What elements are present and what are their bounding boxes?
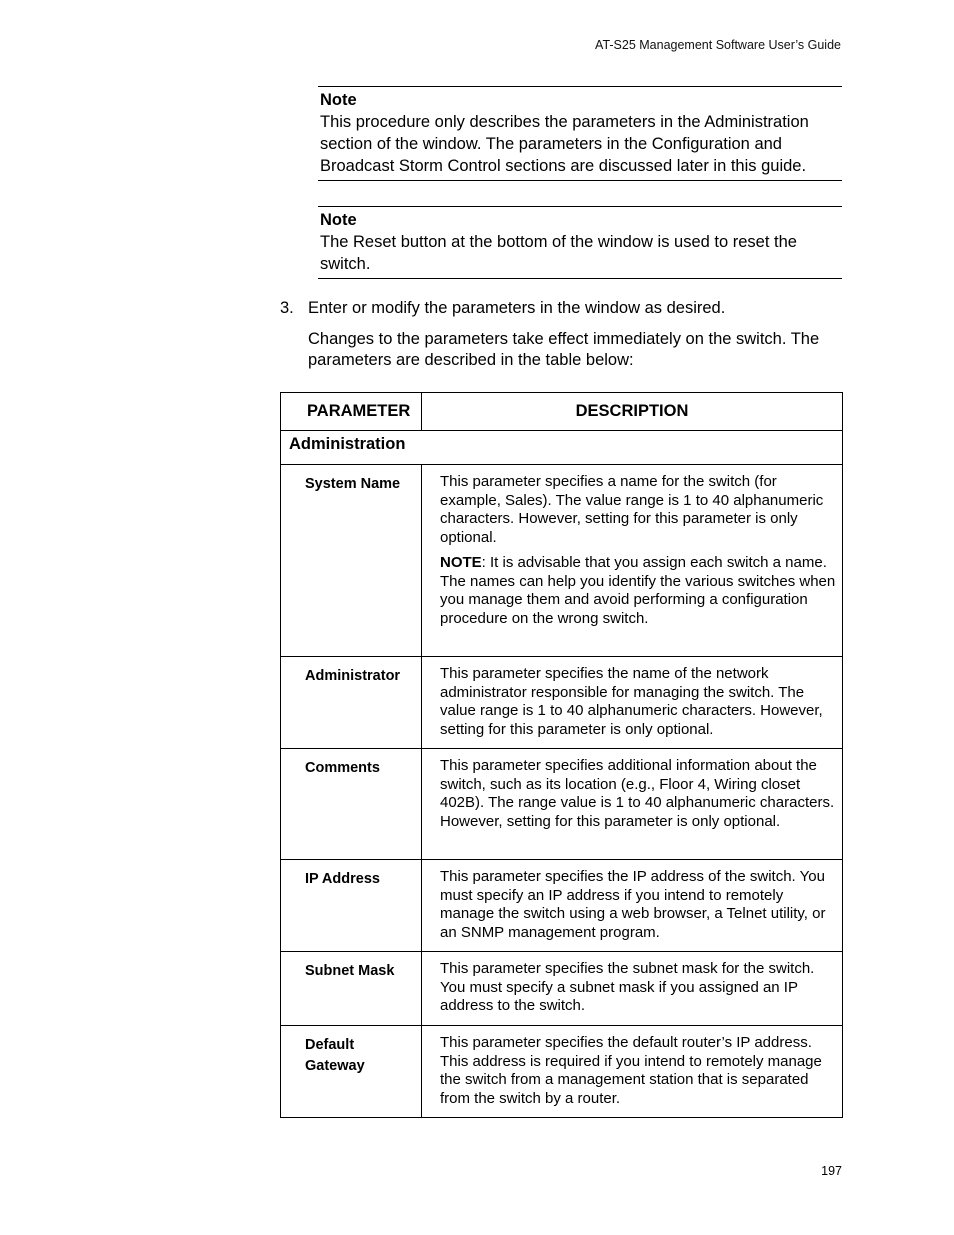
step-paragraph: Changes to the parameters take effect immediately on the switch. The parameters are described in the table below: bbox=[308, 330, 820, 369]
param-description: This parameter specifies the IP address of the switch. You must specify an IP address if you intend to remotely manage the switch using a web browser, a Telnet utility, or an SNMP management program. bbox=[422, 860, 843, 952]
param-description: This parameter specifies the name of the network administrator responsible for managing the switch. The value range is 1 to 40 alphanumeric characters. However, setting for this parameter is only optional. bbox=[422, 657, 843, 749]
param-description: This parameter specifies additional information about the switch, such as its location (e.g., Floor 4, Wiring closet 402B). The range value is 1 to 40 alphanumeric characters. However, setting for this parameter is only optional. bbox=[422, 749, 843, 860]
param-name: System Name bbox=[281, 465, 422, 657]
page-number: 197 bbox=[821, 1164, 842, 1178]
table-row bbox=[281, 1026, 843, 1118]
procedure-step bbox=[280, 297, 840, 319]
param-description: This parameter specifies the default router’s IP address. This address is required if you intend to remotely manage the switch from a management station that is separated from the switch by a router. bbox=[422, 1026, 843, 1118]
column-header-parameter: PARAMETER bbox=[281, 393, 422, 431]
param-name: IP Address bbox=[281, 860, 422, 952]
step-number: 3. bbox=[280, 299, 294, 317]
description-text: This parameter specifies a name for the switch (for example, Sales). The value range is 1 to 40 alphanumeric characters. However, setting for this parameter is only optional. bbox=[440, 473, 824, 547]
note-box bbox=[318, 86, 842, 181]
param-description: This parameter specifies the subnet mask for the switch. You must specify a subnet mask if you assigned an IP address to the switch. bbox=[422, 952, 843, 1026]
param-name: Subnet Mask bbox=[281, 952, 422, 1026]
note-box bbox=[318, 206, 842, 279]
step-text: Enter or modify the parameters in the window as desired. bbox=[308, 299, 726, 317]
running-header: AT-S25 Management Software User’s Guide bbox=[595, 38, 841, 52]
note-title: Note bbox=[320, 211, 357, 229]
note-text: The Reset button at the bottom of the window is used to reset the switch. bbox=[320, 233, 797, 273]
table-section-row bbox=[281, 431, 843, 465]
table-row bbox=[281, 860, 843, 952]
param-description bbox=[422, 465, 843, 657]
table-row bbox=[281, 952, 843, 1026]
table-row bbox=[281, 465, 843, 657]
note-label: NOTE bbox=[440, 553, 482, 571]
description-note bbox=[440, 554, 838, 629]
column-header-description: DESCRIPTION bbox=[422, 393, 843, 431]
note-title: Note bbox=[320, 91, 357, 109]
table-row bbox=[281, 657, 843, 749]
param-name: Administrator bbox=[281, 657, 422, 749]
section-label: Administration bbox=[281, 431, 843, 465]
param-name: Default Gateway bbox=[281, 1026, 422, 1118]
table-header-row bbox=[281, 393, 843, 431]
parameter-table bbox=[280, 392, 843, 1118]
note-body: : It is advisable that you assign each switch a name. The names can help you identify the various switches when you manage them and avoid performing a configuration procedure on the wrong switch. bbox=[440, 553, 836, 627]
note-text: This procedure only describes the parameters in the Administration section of the window. The parameters in the Configuration and Broadcast Storm Control sections are discussed later in this guide. bbox=[320, 113, 809, 175]
table-row bbox=[281, 749, 843, 860]
param-name: Comments bbox=[281, 749, 422, 860]
